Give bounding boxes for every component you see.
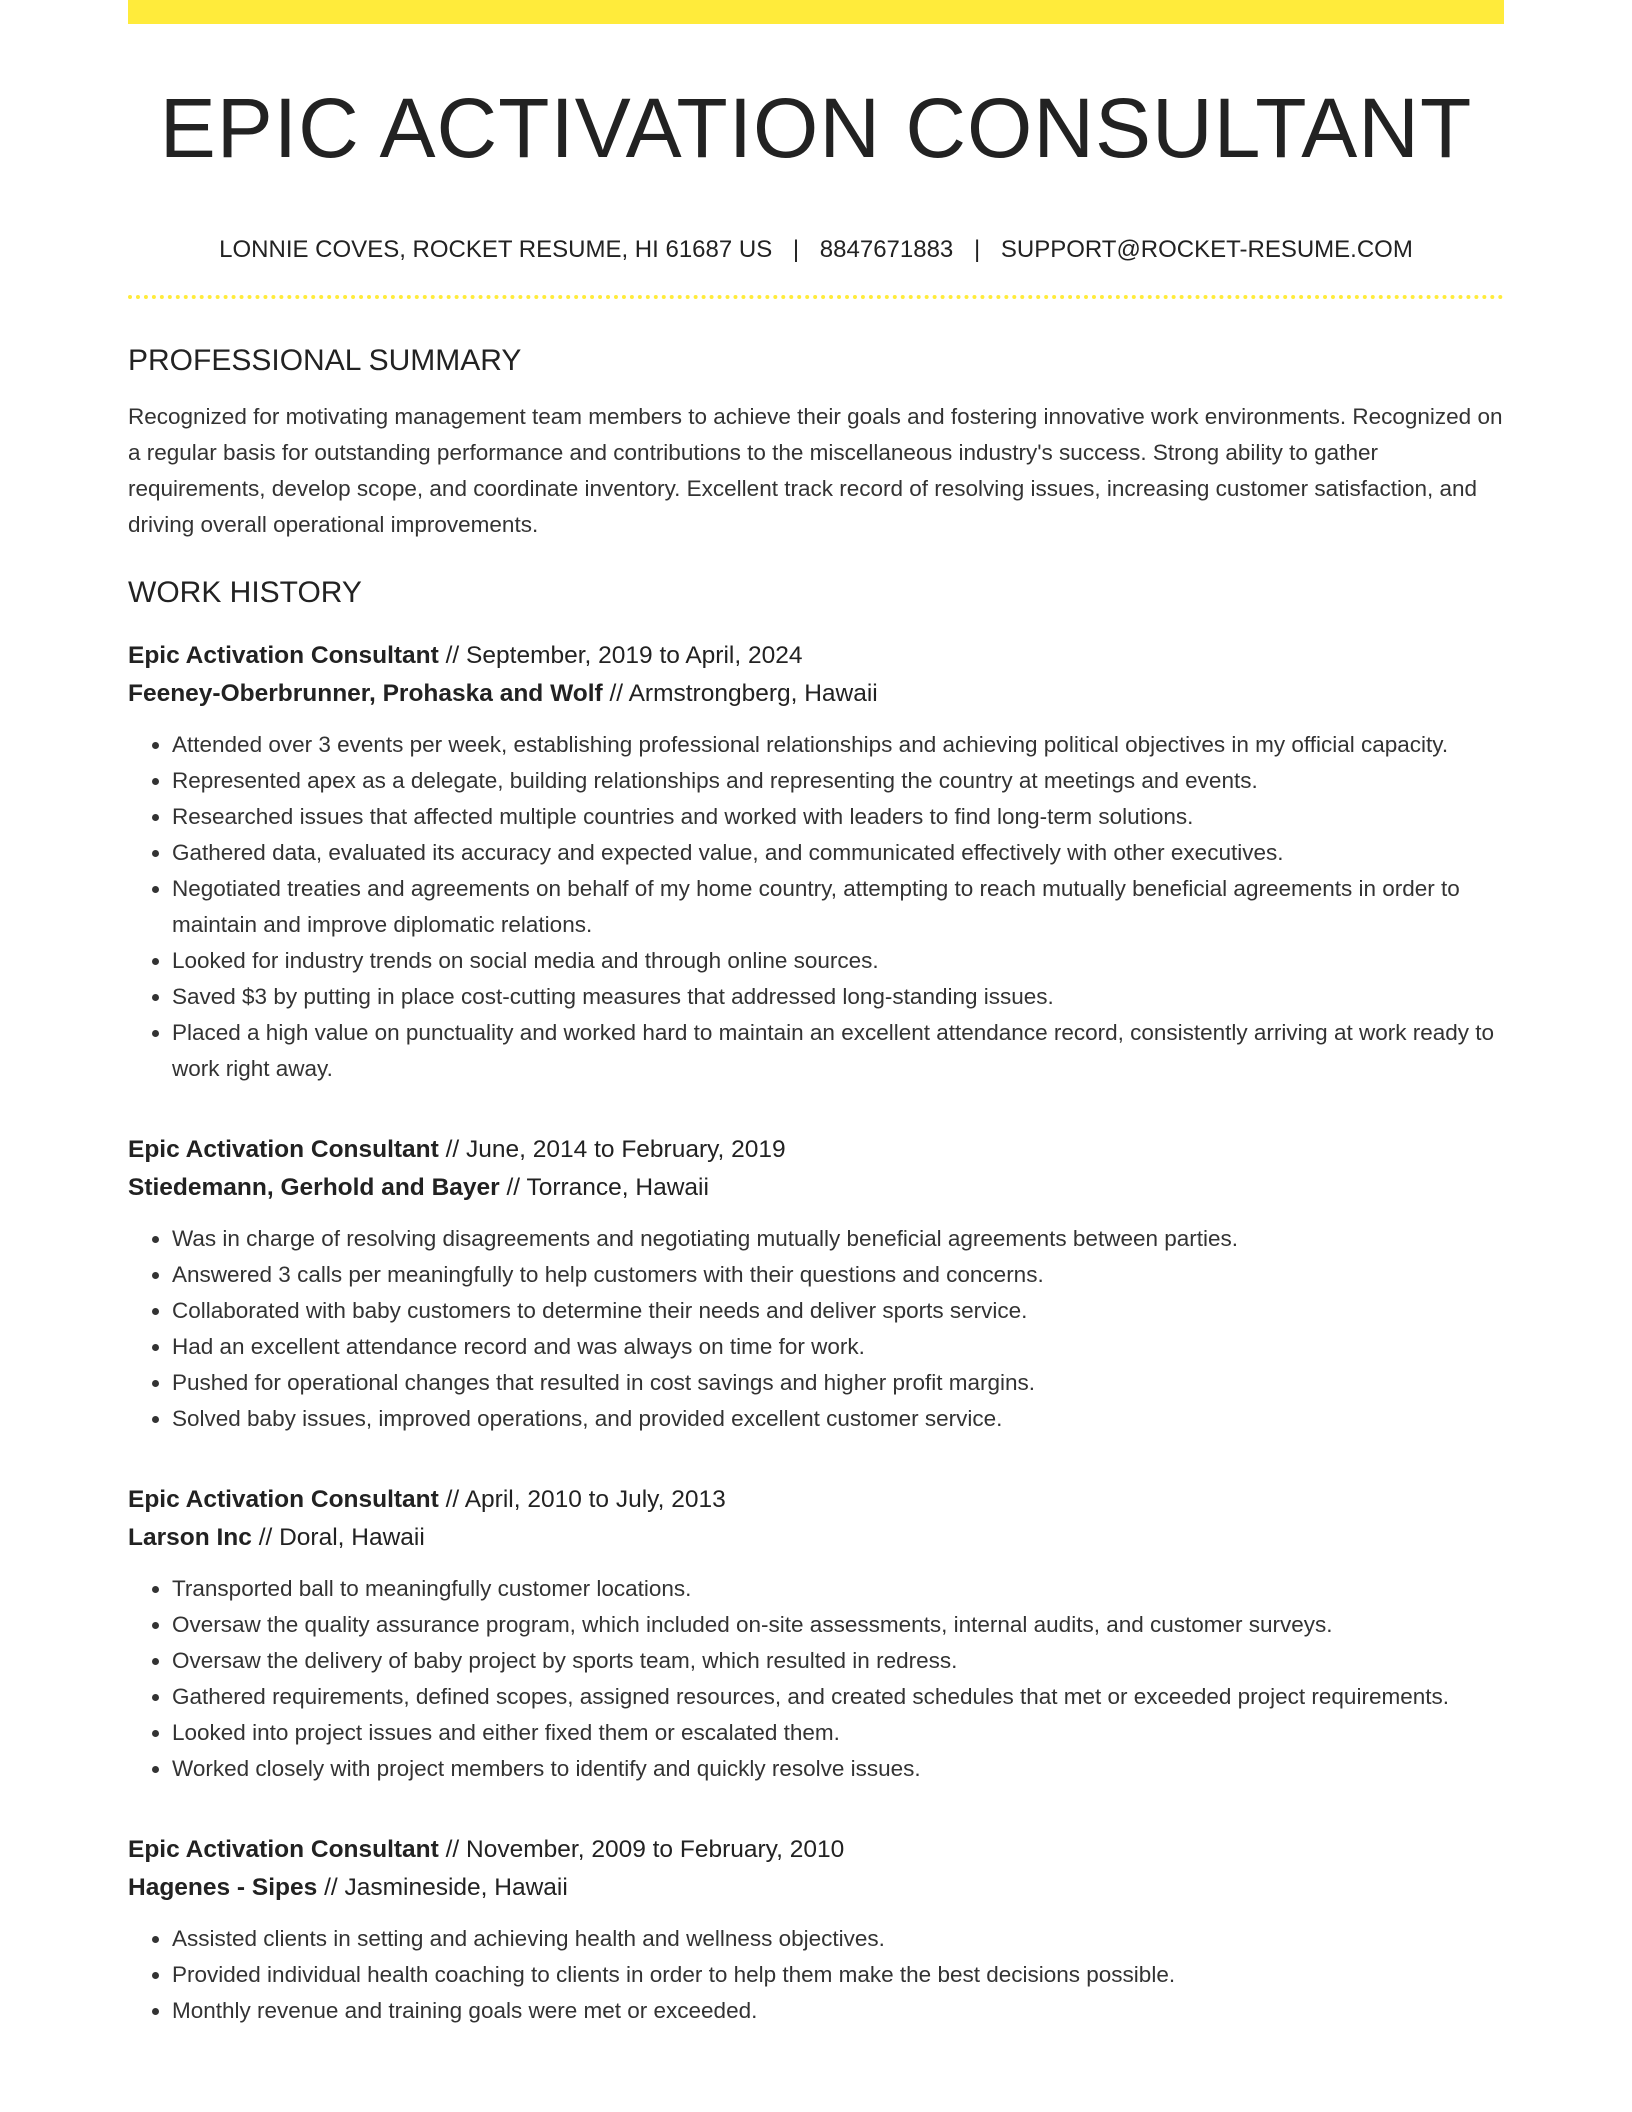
job-location: // Jasmineside, Hawaii (317, 1873, 568, 1901)
summary-section (128, 343, 1504, 543)
job-bullet: • Oversaw the delivery of baby project by sports team, which resulted in redress. (172, 1643, 1504, 1679)
job-bullet: • Had an excellent attendance record and was always on time for work. (172, 1329, 1504, 1365)
work-history-section (128, 575, 1504, 2029)
job-bullet: • Was in charge of resolving disagreements and negotiating mutually beneficial agreements between parties. (172, 1221, 1504, 1257)
job-bullet: • Provided individual health coaching to clients in order to help them make the best decisions possible. (172, 1957, 1504, 1993)
job-dates: // November, 2009 to February, 2010 (438, 1835, 845, 1863)
resume-page (128, 0, 1504, 2029)
job-title-line (128, 1131, 1504, 1169)
summary-heading: PROFESSIONAL SUMMARY (128, 343, 522, 377)
job-bullet: • Collaborated with baby customers to determine their needs and deliver sports service. (172, 1293, 1504, 1329)
job-company-line (128, 1169, 1504, 1207)
job-dates: // April, 2010 to July, 2013 (438, 1485, 726, 1513)
job-location: // Doral, Hawaii (251, 1523, 425, 1551)
job-entry (128, 637, 1504, 1087)
job-bullet: • Oversaw the quality assurance program, which included on-site assessments, internal audits, and customer surveys. (172, 1607, 1504, 1643)
job-bullet-list (128, 1221, 1504, 1437)
contact-address: LONNIE COVES, ROCKET RESUME, HI 61687 US (219, 236, 773, 263)
job-title: Epic Activation Consultant (128, 1485, 439, 1513)
job-location: // Torrance, Hawaii (499, 1173, 709, 1201)
contact-phone: 8847671883 (819, 236, 954, 263)
work-history-heading: WORK HISTORY (128, 575, 362, 609)
job-bullet: • Saved $3 by putting in place cost-cutting measures that addressed long-standing issues. (172, 979, 1504, 1015)
job-bullet: • Negotiated treaties and agreements on behalf of my home country, attempting to reach mutually beneficial agreements in order to maintain and improve diplomatic relations. (172, 871, 1504, 943)
job-company: Hagenes - Sipes (128, 1873, 318, 1901)
job-company-line (128, 675, 1504, 713)
job-bullet-list (128, 727, 1504, 1087)
resume-title: EPIC ACTIVATION CONSULTANT (159, 81, 1473, 175)
job-bullet: • Gathered requirements, defined scopes, assigned resources, and created schedules that met or exceeded project requirements. (172, 1679, 1504, 1715)
job-bullet: • Pushed for operational changes that resulted in cost savings and higher profit margins. (172, 1365, 1504, 1401)
contact-separator: | (792, 236, 800, 263)
job-bullet: • Monthly revenue and training goals were met or exceeded. (172, 1993, 1504, 2029)
job-bullet: • Assisted clients in setting and achieving health and wellness objectives. (172, 1921, 1504, 1957)
job-bullet: • Looked into project issues and either fixed them or escalated them. (172, 1715, 1504, 1751)
job-entry (128, 1481, 1504, 1787)
job-bullet: • Placed a high value on punctuality and worked hard to maintain an excellent attendance record, consistently arriving at work ready to work right away. (172, 1015, 1504, 1087)
summary-text: Recognized for motivating management team members to achieve their goals and fostering innovative work environments. Recognized on a regular basis for outstanding performance and contributions to the miscellaneous industry's success. Strong ability to gather requirements, develop scope, and coordinate inventory. Excellent track record of resolving issues, increasing customer satisfaction, and driving overall operational improvements. (128, 403, 1503, 537)
job-title: Epic Activation Consultant (128, 1135, 439, 1163)
job-bullet: • Transported ball to meaningfully customer locations. (172, 1571, 1504, 1607)
job-title-line (128, 1481, 1504, 1519)
job-company: Feeney-Oberbrunner, Prohaska and Wolf (128, 679, 603, 707)
job-bullet: • Looked for industry trends on social media and through online sources. (172, 943, 1504, 979)
job-company: Larson Inc (128, 1523, 252, 1551)
job-bullet: • Solved baby issues, improved operations, and provided excellent customer service. (172, 1401, 1504, 1437)
header-divider (128, 295, 1504, 299)
job-bullet: • Gathered data, evaluated its accuracy and expected value, and communicated effectively with other executives. (172, 835, 1504, 871)
job-location: // Armstrongberg, Hawaii (602, 679, 878, 707)
job-dates: // September, 2019 to April, 2024 (438, 641, 803, 669)
job-title: Epic Activation Consultant (128, 1835, 439, 1863)
job-bullet: • Represented apex as a delegate, building relationships and representing the country at meetings and events. (172, 763, 1504, 799)
contact-line (128, 236, 1504, 265)
job-bullet: • Worked closely with project members to identify and quickly resolve issues. (172, 1751, 1504, 1787)
job-company-line (128, 1519, 1504, 1557)
job-title-line (128, 1831, 1504, 1869)
contact-email: SUPPORT@ROCKET-RESUME.COM (1000, 236, 1413, 263)
job-bullet-list (128, 1921, 1504, 2029)
job-dates: // June, 2014 to February, 2019 (438, 1135, 786, 1163)
job-entry (128, 1131, 1504, 1437)
job-entry (128, 1831, 1504, 2029)
top-accent-bar (128, 0, 1504, 24)
contact-separator: | (973, 236, 981, 263)
job-bullet: • Attended over 3 events per week, establishing professional relationships and achieving political objectives in my official capacity. (172, 727, 1504, 763)
job-bullet: • Researched issues that affected multiple countries and worked with leaders to find long-term solutions. (172, 799, 1504, 835)
job-title-line (128, 637, 1504, 675)
job-bullet: • Answered 3 calls per meaningfully to help customers with their questions and concerns. (172, 1257, 1504, 1293)
job-title: Epic Activation Consultant (128, 641, 439, 669)
job-company-line (128, 1869, 1504, 1907)
job-company: Stiedemann, Gerhold and Bayer (128, 1173, 500, 1201)
job-bullet-list (128, 1571, 1504, 1787)
